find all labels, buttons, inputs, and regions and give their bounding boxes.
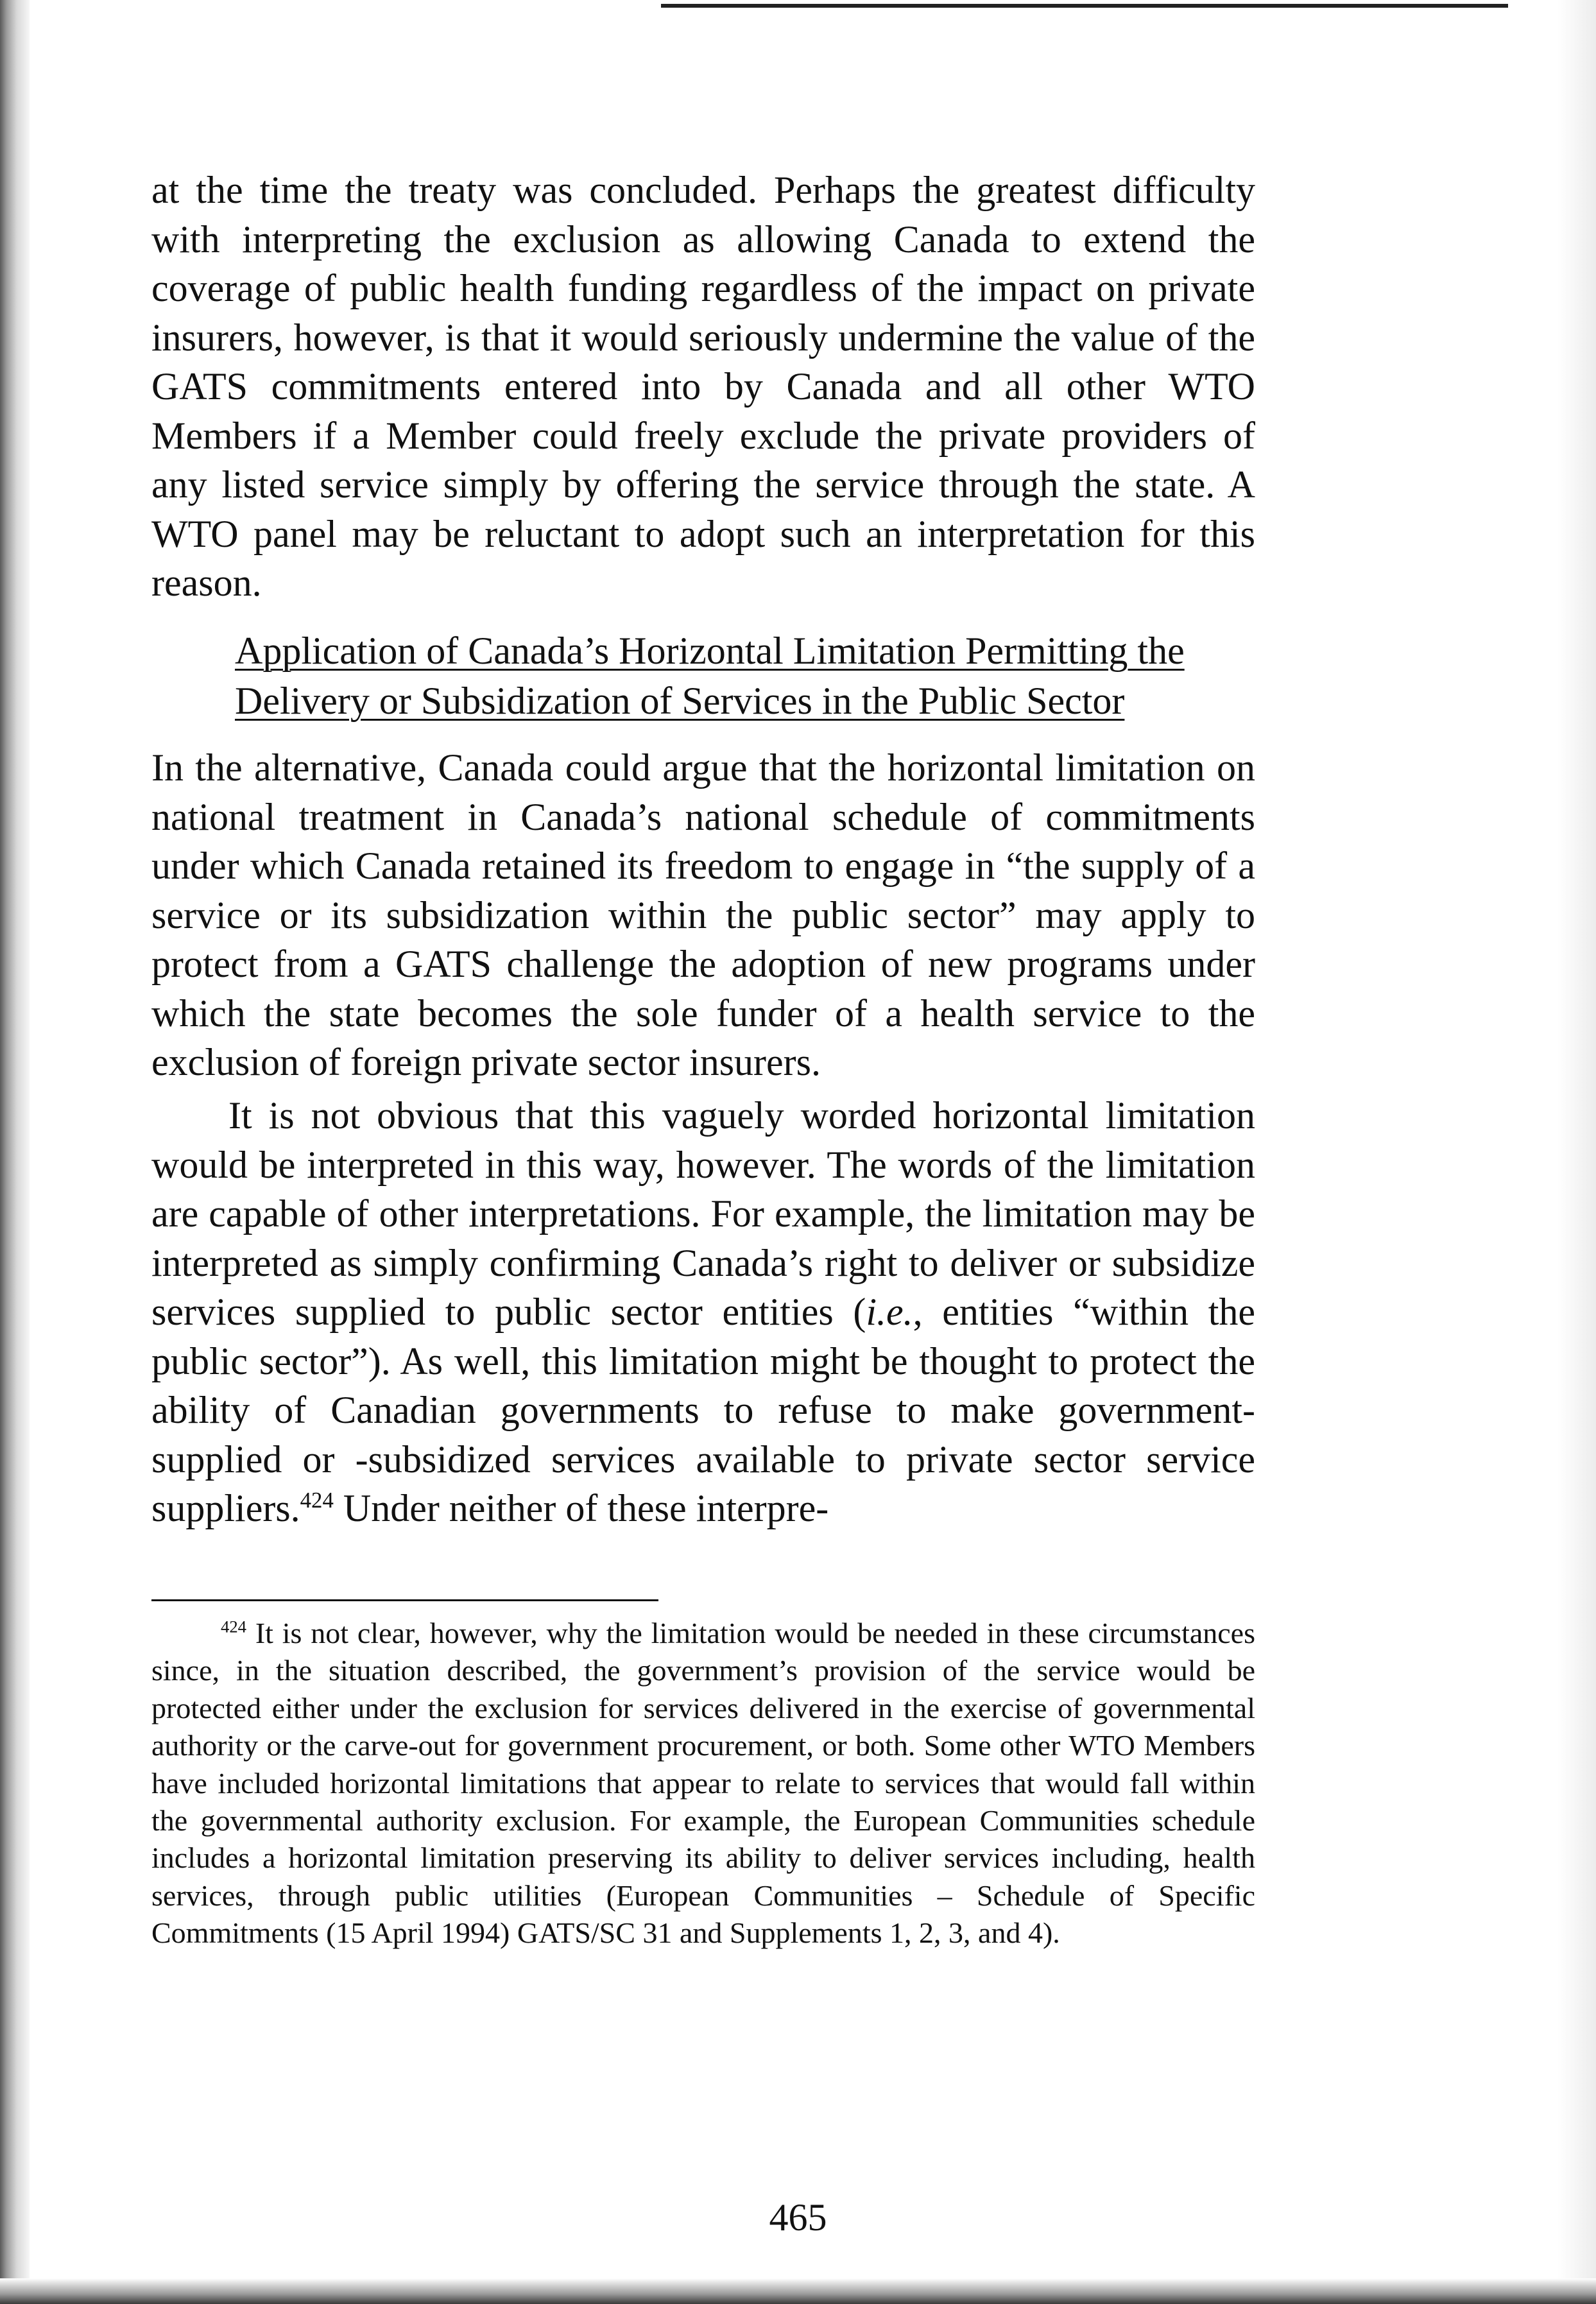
footnote-divider [151,1599,658,1601]
footnote-number: 424 [221,1617,247,1637]
scan-top-edge [661,4,1508,8]
body-paragraph-2: In the alternative, Canada could argue that the horizontal limitation on national treatment in Canada’s national schedule of commitments under which Canada retained its freedom to engage in “the supply of a service or its subsidization within the public sector” may apply to protect from a GATS challenge the adoption of new programs under which the state becomes the sole funder of a health service to the exclusion of foreign private sector insurers. [151,746,1255,1083]
paragraph-3-text-b: , entities “within the public sector”). As well, this limitation might be thought to protect the ability of Canadian governments to refuse to make government-supplied or -subsidized services available to private sector service suppliers. [151,1291,1255,1529]
scan-binding-edge [0,0,30,2304]
scan-bottom-edge [0,2278,1596,2304]
footnote-text: It is not clear, however, why the limitation would be needed in these circumstances since, in the situation described, the government’s provision of the service would be protected either under the exclusion for services delivered in the exercise of governmental authority or the carve-out for government procurement, or both. Some other WTO Members have included horizontal limitations that appear to relate to services that would fall within the governmental authority exclusion. For example, the European Communities schedule includes a horizontal limitation preserving its ability to deliver services including, health services, through public utilities (European Communities – Schedule of Specific Commitments (15 April 1994) GATS/SC 31 and Supplements 1, 2, 3, and 4). [151,1617,1255,1950]
paragraph-3-text-c: Under neither of these interpre- [333,1487,829,1529]
section-heading-text: Application of Canada’s Horizontal Limitation Permitting the Delivery or Subsidization of Services in the Public Sector [235,630,1185,722]
section-heading [235,626,1258,726]
paragraph-3-italic-ie: i.e. [866,1291,913,1333]
body-paragraph-1: at the time the treaty was concluded. Perhaps the greatest difficulty with interpreting the exclusion as allowing Canada to extend the coverage of public health funding regardless of the impact on private insurers, however, is that it would seriously undermine the value of the GATS commitments entered into by Canada and all other WTO Members if a Member could freely exclude the private providers of any listed service simply by offering the service through the state. A WTO panel may be reluctant to adopt such an interpretation for this reason. [151,169,1255,604]
body-paragraph-3 [151,1091,1255,1533]
footnote-424 [151,1615,1255,1952]
scan-right-edge [1557,0,1596,2304]
paragraph-3-text-a: It is not obvious that this vaguely worded horizontal limitation would be interpreted in this way, however. The words of the limitation are capable of other interpretations. For example, the limitation may be interpreted as simply confirming Canada’s right to deliver or subsidize services supplied to public sector entities ( [151,1094,1255,1333]
footnote-reference[interactable]: 424 [300,1488,334,1513]
page-number: 465 [769,2196,827,2239]
